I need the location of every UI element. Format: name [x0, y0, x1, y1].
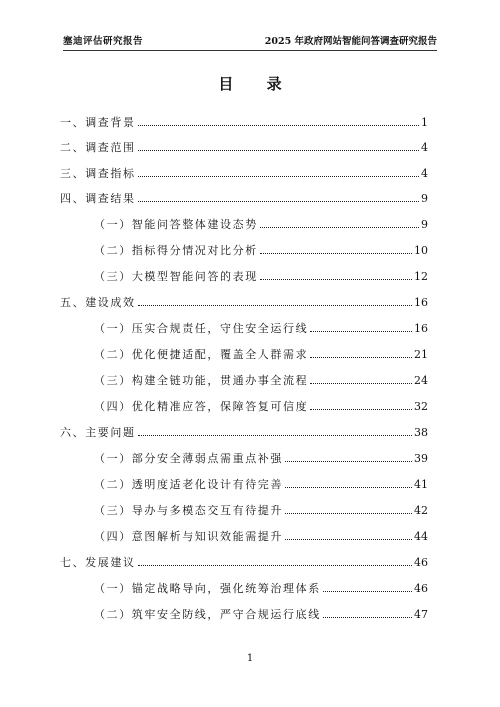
toc-leader [285, 461, 412, 462]
toc-leader [323, 591, 412, 592]
toc-leader [138, 150, 419, 151]
page-number: 1 [246, 653, 254, 664]
toc-subentry[interactable] [94, 241, 428, 257]
toc-subentry[interactable] [94, 501, 428, 517]
header-right-text: 2025 年政府网站智能问答调查研究报告 [264, 36, 437, 47]
toc-entry-label: （一）锚定战略导向，强化统筹治理体系 [94, 582, 321, 595]
toc-entry-label: （三）大模型智能问答的表现 [94, 270, 258, 283]
header-left-text: 塞迪评估研究报告 [63, 36, 144, 47]
toc-entry-page: 16 [414, 322, 428, 335]
toc-subentry[interactable] [94, 475, 428, 491]
toc-subentry[interactable] [94, 345, 428, 361]
toc-entry[interactable] [60, 293, 428, 309]
toc-entry-label: 七、发展建议 [60, 556, 136, 569]
toc-subentry[interactable] [94, 579, 428, 595]
toc-entry-label: （二）指标得分情况对比分析 [94, 244, 258, 257]
running-header [63, 36, 437, 51]
toc-leader [285, 539, 412, 540]
toc-leader [138, 201, 419, 202]
toc-entry[interactable] [60, 189, 428, 205]
toc-entry-label: 三、调查指标 [60, 167, 136, 180]
toc-entry-page: 16 [414, 296, 428, 309]
toc-entry-page: 9 [421, 192, 428, 205]
toc-entry-label: （三）导办与多模态交互有待提升 [94, 504, 283, 517]
toc-entry-page: 24 [414, 374, 428, 387]
toc-leader [138, 176, 419, 177]
toc-subentry[interactable] [94, 267, 428, 283]
toc-leader [310, 409, 412, 410]
toc-leader [285, 487, 412, 488]
toc-entry-page: 9 [421, 218, 428, 231]
toc-entry-label: （一）部分安全薄弱点需重点补强 [94, 452, 283, 465]
toc-leader [310, 357, 412, 358]
toc-entry-label: 六、主要问题 [60, 426, 136, 439]
toc-entry-page: 42 [414, 504, 428, 517]
toc-subentry[interactable] [94, 215, 428, 231]
toc-entry-label: （二）优化便捷适配，覆盖全人群需求 [94, 348, 309, 361]
toc-entry-label: （二）透明度适老化设计有待完善 [94, 478, 283, 491]
toc-entry-label: （三）构建全链功能，贯通办事全流程 [94, 374, 309, 387]
toc-leader [260, 227, 419, 228]
toc-entry-label: （二）筑牢安全防线，严守合规运行底线 [94, 608, 321, 621]
toc-entry[interactable] [60, 113, 428, 129]
toc-entry-label: （一）智能问答整体建设态势 [94, 218, 258, 231]
toc-entry-page: 4 [421, 167, 428, 180]
toc-leader [138, 435, 412, 436]
toc-leader [310, 383, 412, 384]
toc-entry-page: 44 [414, 530, 428, 543]
toc-leader [260, 253, 412, 254]
toc-entry-page: 46 [414, 582, 428, 595]
toc-subentry[interactable] [94, 605, 428, 621]
toc-entry-page: 47 [414, 608, 428, 621]
toc-leader [285, 513, 412, 514]
toc-entry-page: 12 [414, 270, 428, 283]
toc-entry-page: 10 [414, 244, 428, 257]
toc-entry-page: 4 [421, 141, 428, 154]
toc-subentry[interactable] [94, 397, 428, 413]
page-title: 目 录 [218, 75, 296, 93]
toc-subentry[interactable] [94, 449, 428, 465]
toc-leader [310, 331, 412, 332]
toc-leader [323, 617, 412, 618]
toc-entry[interactable] [60, 164, 428, 180]
toc-entry-label: 五、建设成效 [60, 296, 136, 309]
toc-entry-label: （四）意图解析与知识效能需提升 [94, 530, 283, 543]
toc-leader [138, 565, 412, 566]
toc-entry[interactable] [60, 553, 428, 569]
toc-leader [138, 305, 412, 306]
toc-subentry[interactable] [94, 527, 428, 543]
toc-entry-page: 39 [414, 452, 428, 465]
toc-entry-page: 1 [421, 116, 428, 129]
toc-entry-label: （一）压实合规责任，守住安全运行线 [94, 322, 309, 335]
toc-entry-label: 四、调查结果 [60, 192, 136, 205]
toc-entry[interactable] [60, 423, 428, 439]
toc-leader [260, 279, 412, 280]
toc-entry-page: 32 [414, 400, 428, 413]
toc-entry[interactable] [60, 138, 428, 154]
toc-subentry[interactable] [94, 319, 428, 335]
toc-entry-page: 46 [414, 556, 428, 569]
toc-entry-page: 21 [414, 348, 428, 361]
toc-leader [138, 125, 419, 126]
toc-entry-label: 二、调查范围 [60, 141, 136, 154]
toc-entry-label: 一、调查背景 [60, 116, 136, 129]
toc-entry-label: （四）优化精准应答，保障答复可信度 [94, 400, 309, 413]
toc-entry-page: 41 [414, 478, 428, 491]
toc-subentry[interactable] [94, 371, 428, 387]
toc-entry-page: 38 [414, 426, 428, 439]
